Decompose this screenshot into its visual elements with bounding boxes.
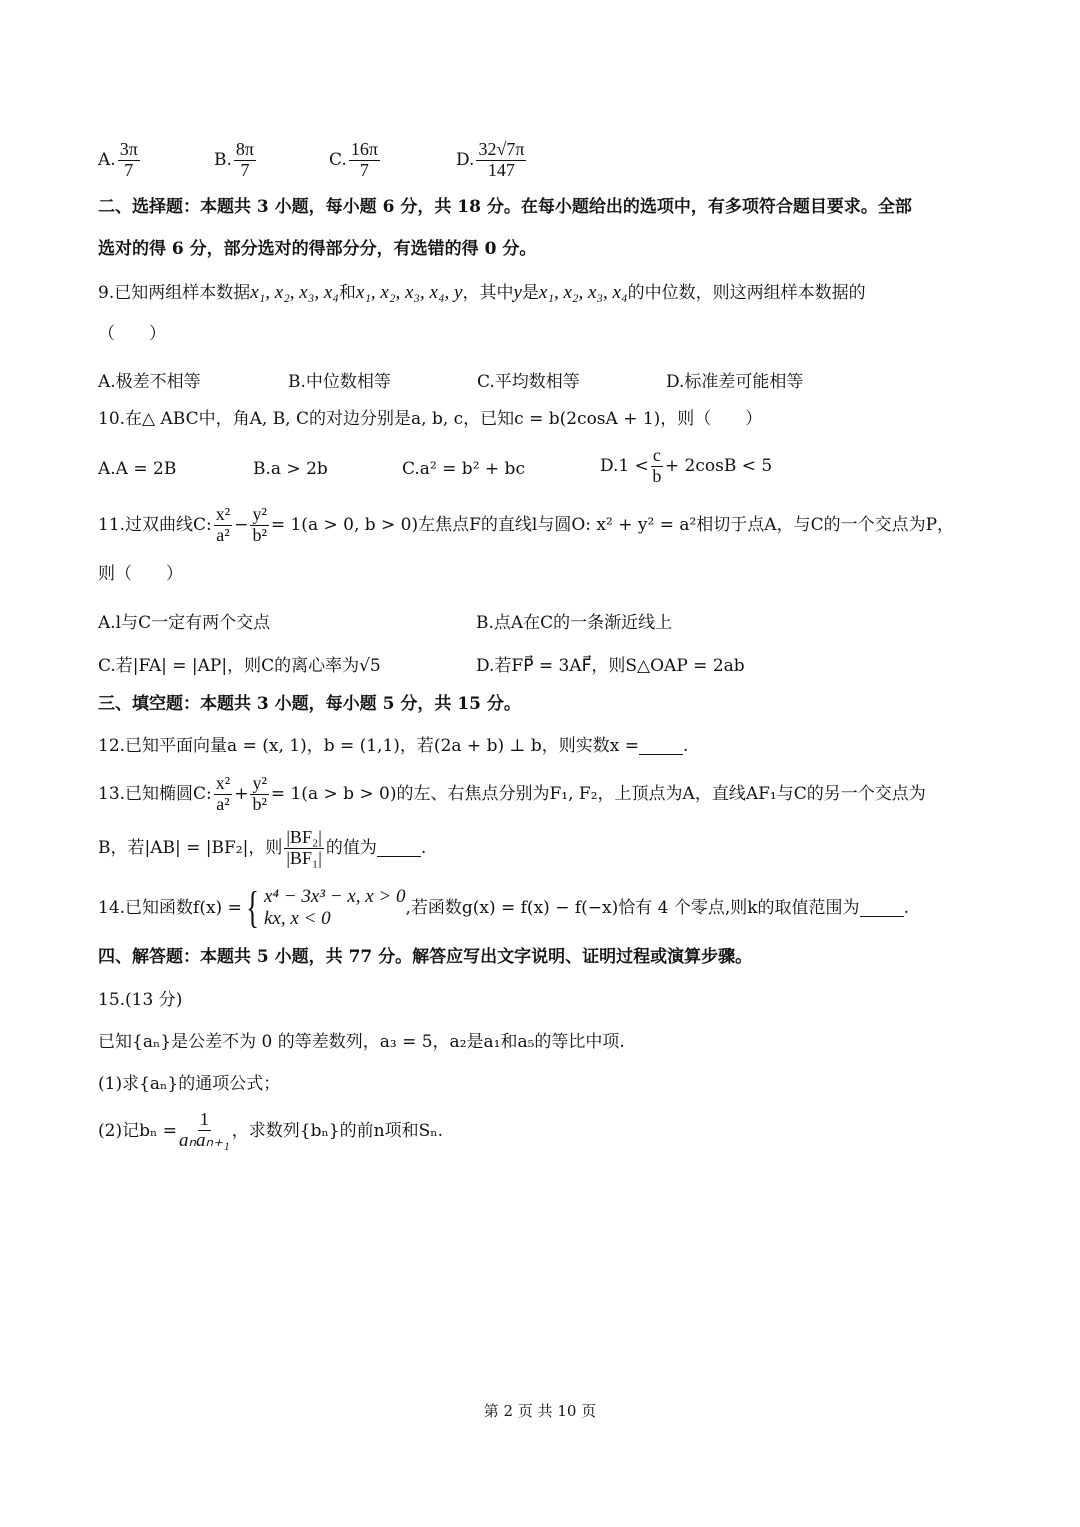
text: .	[420, 838, 427, 859]
q11-stem	[98, 505, 954, 546]
q11-option-d: D.若FP⃗ = 3AF⃗，则S△OAP = 2ab	[476, 656, 745, 676]
denominator: aₙaₙ₊₁	[178, 1129, 230, 1151]
denominator: 7	[359, 159, 369, 180]
q15-part1: (1)求{aₙ}的通项公式；	[98, 1074, 281, 1094]
q9-option-b: B.中位数相等	[288, 372, 391, 392]
q11-option-b: B.点A在C的一条渐近线上	[476, 613, 673, 633]
math: x₁, x₂, x₃, x₄	[250, 282, 339, 303]
text: .	[903, 897, 909, 918]
case: kx, x < 0	[263, 908, 331, 929]
fraction	[250, 774, 268, 815]
numerator: 1	[199, 1109, 209, 1129]
q15-part2	[98, 1110, 443, 1152]
section-text: 本题共 3 小题，每小题 6 分，共 18 分。在每小题给出的选项中，有多项符合题目要求。全部	[200, 197, 912, 217]
denominator: b²	[252, 793, 267, 814]
text: = 1(a > b > 0)的左、右焦点分别为F₁, F₂，上顶点为A，直线AF₁与C的另一个交点为	[270, 784, 926, 805]
numerator: 3π	[119, 139, 138, 159]
text: = 1(a > 0, b > 0)左焦点F的直线l与圆O: x² + y² = a²相切于点A，与C的一个交点为P，	[270, 515, 955, 536]
section-title: 二、选择题：	[98, 197, 200, 217]
denominator: a²	[216, 524, 230, 545]
q14-stem	[98, 883, 909, 932]
math: x₁, x₂, x₃, x₄	[538, 282, 628, 303]
fraction	[651, 446, 663, 487]
section-text: 本题共 5 小题，共 77 分。解答应写出文字说明、证明过程或演算步骤。	[200, 947, 753, 967]
denominator: a²	[216, 793, 230, 814]
numerator: 16π	[350, 139, 378, 159]
section-text: 本题共 3 小题，每小题 5 分，共 15 分。	[200, 694, 521, 714]
q13-line2	[98, 828, 426, 869]
text: 12.已知平面向量a = (x, 1)，b = (1,1)，若(2a + b) ⊥ b，则实数x =	[98, 736, 639, 756]
fraction	[179, 1110, 230, 1152]
section-title: 三、填空题：	[98, 694, 200, 714]
q8-option-a	[98, 140, 142, 181]
numerator: x²	[215, 504, 231, 524]
numerator: |BF₂|	[286, 827, 322, 847]
q12-stem	[98, 736, 688, 756]
section3-heading	[98, 694, 521, 714]
denominator: 7	[240, 159, 250, 180]
option-label: D.	[456, 150, 475, 171]
text: 的值为	[325, 838, 377, 859]
text: 11.过双曲线C:	[98, 515, 212, 536]
q9-option-d: D.标准差可能相等	[666, 372, 804, 392]
math: x₁, x₂, x₃, x₄, y	[355, 282, 463, 303]
section-title: 四、解答题：	[98, 947, 200, 967]
denominator: b	[652, 465, 662, 486]
math: y	[513, 282, 522, 303]
q9-option-c: C.平均数相等	[477, 372, 580, 392]
option-label: B.	[214, 150, 232, 171]
fraction	[284, 828, 324, 869]
answer-blank[interactable]	[377, 840, 421, 857]
fraction	[214, 774, 232, 815]
answer-paren: （ ）	[98, 324, 166, 344]
numerator: x²	[215, 773, 231, 793]
text: 的中位数，则这两组样本数据的	[627, 283, 866, 304]
q10-option-a: A.A = 2B	[98, 459, 177, 479]
q8-option-b	[214, 140, 258, 181]
denominator: b²	[252, 524, 267, 545]
text: 9.已知两组样本数据	[98, 283, 251, 304]
text: 13.已知椭圆C:	[98, 784, 212, 805]
page-footer: 第 2 页 共 10 页	[483, 1402, 597, 1420]
option-label: C.	[329, 150, 347, 171]
answer-blank[interactable]	[860, 900, 904, 917]
answer-blank[interactable]	[639, 738, 683, 755]
text: ，其中	[462, 283, 514, 304]
numerator: y²	[252, 504, 267, 524]
numerator: 32√7π	[478, 139, 525, 159]
fraction	[118, 140, 140, 181]
denominator: |BF₁|	[286, 847, 322, 868]
case: x⁴ − 3x³ − x, x > 0	[263, 886, 406, 908]
q8-option-c	[329, 140, 382, 181]
q8-option-d	[456, 140, 528, 181]
numerator: 8π	[235, 139, 254, 159]
q11-paren: 则（ ）	[98, 564, 183, 584]
text: 是	[521, 283, 539, 304]
q9-stem	[98, 282, 866, 305]
section4-heading	[98, 947, 752, 967]
denominator: 147	[487, 159, 515, 180]
brace-icon: {	[246, 883, 259, 932]
denominator: 7	[124, 159, 134, 180]
fraction	[349, 140, 380, 181]
text: ，求数列{bₙ}的前n项和Sₙ.	[231, 1120, 443, 1141]
q10-option-c: C.a² = b² + bc	[402, 459, 525, 479]
option-label: A.	[98, 150, 116, 171]
q10-stem: 10.在△ ABC中，角A, B, C的对边分别是a, b, c，已知c = b(2cosA + 1)，则（ ）	[98, 409, 763, 429]
fraction	[214, 505, 232, 546]
fraction	[250, 505, 268, 546]
q15-heading: 15.(13 分)	[98, 990, 183, 1010]
text: +	[234, 784, 249, 805]
numerator: c	[652, 445, 661, 465]
section-text-line2: 选对的得 6 分，部分选对的得部分分，有选错的得 0 分。	[98, 239, 537, 259]
q15-stem: 已知{aₙ}是公差不为 0 的等差数列，a₃ = 5，a₂是a₁和a₅的等比中项.	[98, 1032, 625, 1052]
text: B，若|AB| = |BF₂|，则	[98, 838, 283, 859]
fraction	[476, 140, 526, 181]
text: (2)记bₙ =	[98, 1120, 177, 1141]
q10-option-d	[600, 446, 772, 487]
q11-option-c: C.若|FA| = |AP|，则C的离心率为√5	[98, 656, 381, 676]
piecewise	[242, 883, 406, 932]
q13-stem	[98, 774, 926, 815]
text: + 2cosB < 5	[664, 456, 773, 477]
text: −	[234, 515, 249, 536]
numerator: y²	[252, 773, 267, 793]
text: ,若函数g(x) = f(x) − f(−x)恰有 4 个零点,则k的取值范围为	[405, 897, 860, 918]
fraction	[234, 140, 256, 181]
q9-option-a: A.极差不相等	[98, 372, 201, 392]
section2-heading	[98, 197, 912, 217]
q10-option-b: B.a > 2b	[253, 459, 328, 479]
text: 和	[338, 283, 356, 304]
text: 14.已知函数f(x) =	[98, 897, 242, 918]
text: D.1 <	[600, 456, 649, 477]
q11-option-a: A.l与C一定有两个交点	[98, 613, 271, 633]
text: .	[683, 736, 689, 756]
